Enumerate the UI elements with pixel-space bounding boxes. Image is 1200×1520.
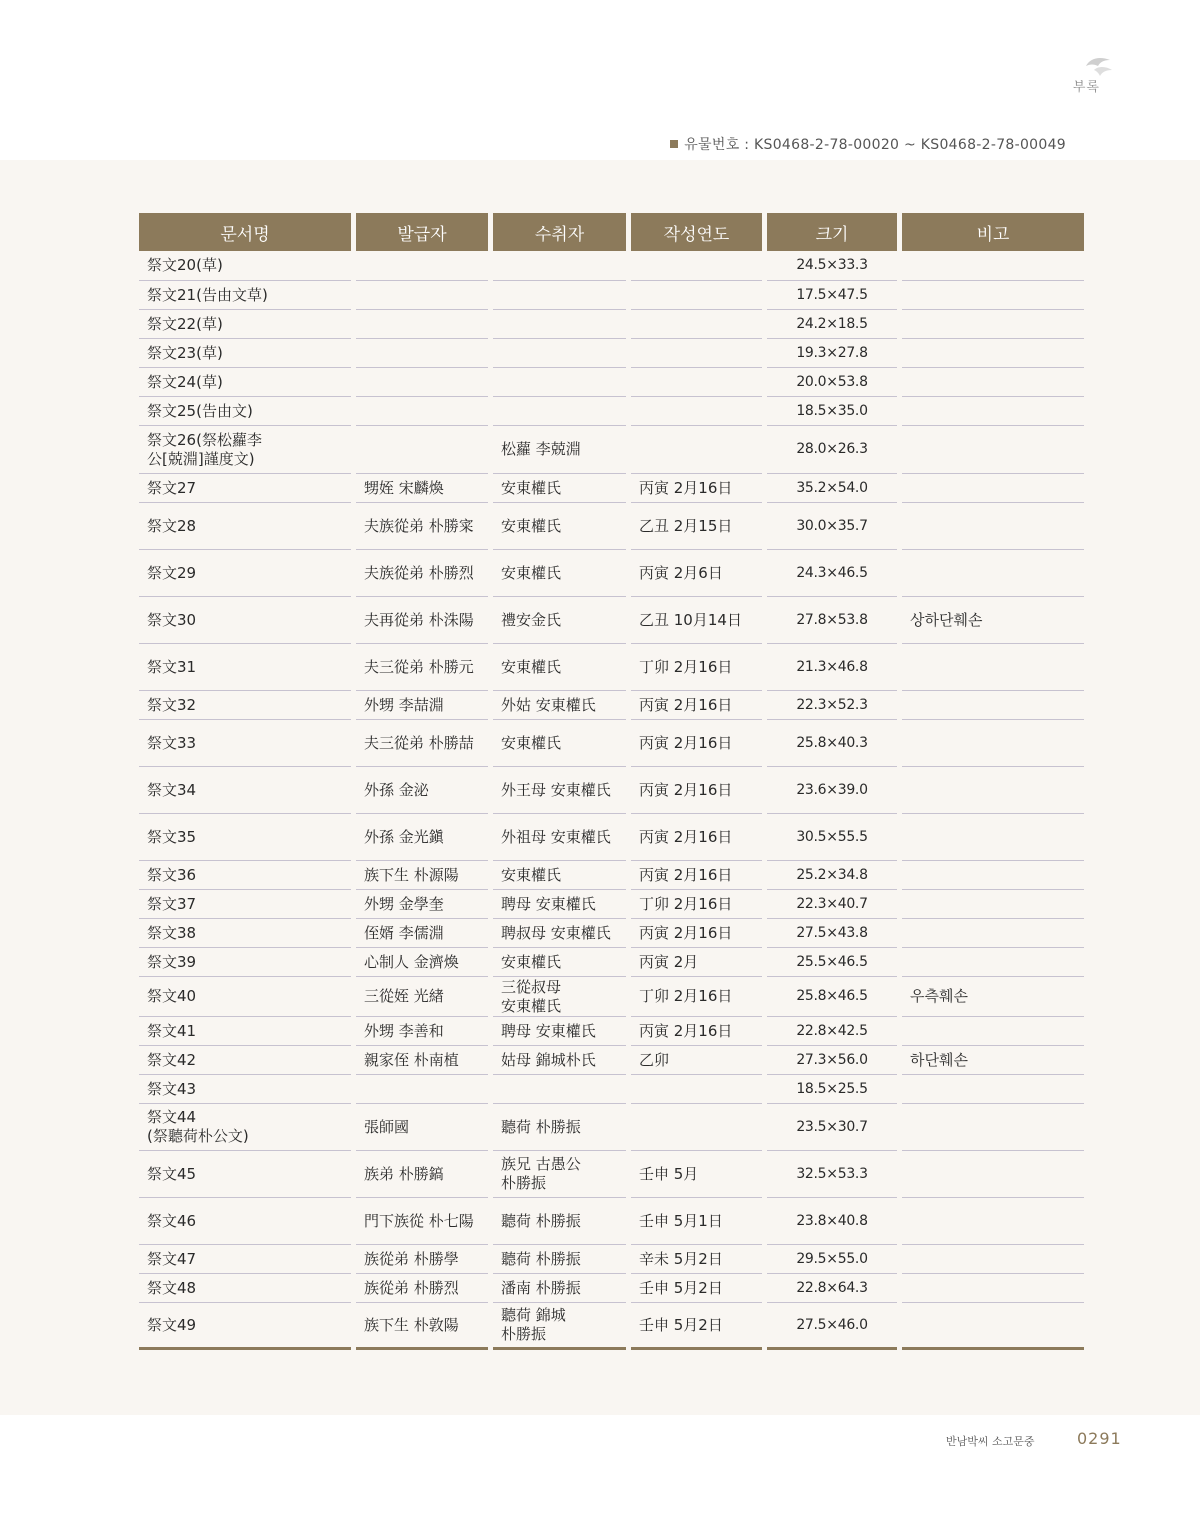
- table-row: [139, 474, 1084, 503]
- cell-size: 24.2×18.5: [767, 310, 897, 339]
- cell-issuer: 外甥 李善和: [356, 1017, 488, 1046]
- cell-date: 壬申 5月2日: [631, 1274, 762, 1303]
- cell-note: [902, 339, 1084, 368]
- cell-note: [902, 397, 1084, 426]
- cell-date: 丙寅 2月16日: [631, 814, 762, 861]
- cell-name: 祭文48: [139, 1274, 351, 1303]
- cell-issuer: [356, 251, 488, 281]
- cell-issuer: [356, 281, 488, 310]
- cell-name: 祭文37: [139, 890, 351, 919]
- table-row: [139, 281, 1084, 310]
- cell-size: 24.3×46.5: [767, 550, 897, 597]
- cell-recipient: [493, 281, 626, 310]
- cell-recipient: [493, 368, 626, 397]
- cell-size: 25.8×46.5: [767, 977, 897, 1017]
- cell-size: 23.5×30.7: [767, 1104, 897, 1151]
- cell-size: 32.5×53.3: [767, 1151, 897, 1198]
- cell-name: 祭文45: [139, 1151, 351, 1198]
- cell-issuer: 張師國: [356, 1104, 488, 1151]
- cell-name: 祭文36: [139, 861, 351, 890]
- cell-name: 祭文20(草): [139, 251, 351, 281]
- table-row: [139, 1198, 1084, 1245]
- cell-date: 乙卯: [631, 1046, 762, 1075]
- cell-date: [631, 426, 762, 474]
- cell-note: [902, 1104, 1084, 1151]
- cell-date: 丁卯 2月16日: [631, 890, 762, 919]
- cell-size: 35.2×54.0: [767, 474, 897, 503]
- cell-recipient: 松蘿 李兢淵: [493, 426, 626, 474]
- cell-date: 丙寅 2月16日: [631, 474, 762, 503]
- cell-size: 21.3×46.8: [767, 644, 897, 691]
- cell-issuer: 族下生 朴源陽: [356, 861, 488, 890]
- cell-date: 辛未 5月2日: [631, 1245, 762, 1274]
- cell-issuer: [356, 339, 488, 368]
- table-row: [139, 977, 1084, 1017]
- cell-size: 22.8×64.3: [767, 1274, 897, 1303]
- table-row: [139, 251, 1084, 281]
- cell-recipient: [493, 339, 626, 368]
- cell-recipient: 安東權氏: [493, 644, 626, 691]
- cell-note: [902, 720, 1084, 767]
- cell-name: 祭文38: [139, 919, 351, 948]
- table-row: [139, 1046, 1084, 1075]
- cell-issuer: 三從姪 光緖: [356, 977, 488, 1017]
- cell-date: 丙寅 2月16日: [631, 1017, 762, 1046]
- table-row: [139, 861, 1084, 890]
- page-bottom-area: [0, 1415, 1200, 1520]
- relic-number-text: 유물번호 : KS0468-2-78-00020 ~ KS0468-2-78-00049: [684, 137, 1066, 153]
- cell-date: 丙寅 2月6日: [631, 550, 762, 597]
- cell-recipient: 外祖母 安東權氏: [493, 814, 626, 861]
- cell-issuer: 夫三從弟 朴勝元: [356, 644, 488, 691]
- cell-size: 22.3×40.7: [767, 890, 897, 919]
- cell-issuer: 夫三從弟 朴勝喆: [356, 720, 488, 767]
- cell-issuer: 門下族從 朴七陽: [356, 1198, 488, 1245]
- cell-note: [902, 1017, 1084, 1046]
- table-row: [139, 1303, 1084, 1350]
- cell-date: [631, 251, 762, 281]
- cell-size: 22.3×52.3: [767, 691, 897, 720]
- cell-size: 27.8×53.8: [767, 597, 897, 644]
- cell-size: 30.0×35.7: [767, 503, 897, 550]
- cell-size: 22.8×42.5: [767, 1017, 897, 1046]
- cell-date: 壬申 5月2日: [631, 1303, 762, 1350]
- cell-recipient: 聽荷 錦城 朴勝振: [493, 1303, 626, 1350]
- cell-note: [902, 1151, 1084, 1198]
- cell-recipient: 外王母 安東權氏: [493, 767, 626, 814]
- cell-note: [902, 861, 1084, 890]
- cell-date: 丙寅 2月16日: [631, 861, 762, 890]
- cell-note: [902, 691, 1084, 720]
- cell-name: 祭文26(祭松蘿李 公[兢淵]謹度文): [139, 426, 351, 474]
- cell-date: 丙寅 2月: [631, 948, 762, 977]
- cell-size: 25.5×46.5: [767, 948, 897, 977]
- cell-issuer: [356, 426, 488, 474]
- cell-date: 丁卯 2月16日: [631, 977, 762, 1017]
- cell-recipient: 族兄 古愚公 朴勝振: [493, 1151, 626, 1198]
- cell-name: 祭文27: [139, 474, 351, 503]
- cell-recipient: [493, 1075, 626, 1104]
- cell-note: [902, 948, 1084, 977]
- cell-name: 祭文43: [139, 1075, 351, 1104]
- cell-recipient: 安東權氏: [493, 503, 626, 550]
- cell-date: [631, 281, 762, 310]
- cell-name: 祭文25(告由文): [139, 397, 351, 426]
- cell-date: 丙寅 2月16日: [631, 767, 762, 814]
- cell-date: 丙寅 2月16日: [631, 919, 762, 948]
- cell-issuer: 族從弟 朴勝學: [356, 1245, 488, 1274]
- table-row: [139, 1151, 1084, 1198]
- cell-note: [902, 644, 1084, 691]
- cell-name: 祭文47: [139, 1245, 351, 1274]
- table-row: [139, 426, 1084, 474]
- cell-issuer: 外甥 李喆淵: [356, 691, 488, 720]
- cell-issuer: 外孫 金泌: [356, 767, 488, 814]
- cell-name: 祭文28: [139, 503, 351, 550]
- table-row: [139, 597, 1084, 644]
- cell-note: [902, 890, 1084, 919]
- cell-issuer: 族弟 朴勝鎬: [356, 1151, 488, 1198]
- cell-recipient: 聽荷 朴勝振: [493, 1104, 626, 1151]
- cell-note: [902, 426, 1084, 474]
- cell-name: 祭文22(草): [139, 310, 351, 339]
- cell-name: 祭文21(告由文草): [139, 281, 351, 310]
- cell-name: 祭文42: [139, 1046, 351, 1075]
- cell-note: [902, 550, 1084, 597]
- cell-name: 祭文30: [139, 597, 351, 644]
- cell-recipient: 潘南 朴勝振: [493, 1274, 626, 1303]
- cell-name: 祭文29: [139, 550, 351, 597]
- cell-date: [631, 339, 762, 368]
- cell-recipient: [493, 310, 626, 339]
- cell-note: [902, 1075, 1084, 1104]
- cell-date: [631, 397, 762, 426]
- column-header-recipient: 수취자: [493, 213, 626, 251]
- cell-recipient: 聘叔母 安東權氏: [493, 919, 626, 948]
- cell-note: [902, 368, 1084, 397]
- cell-size: 18.5×25.5: [767, 1075, 897, 1104]
- cell-note: [902, 310, 1084, 339]
- cell-name: 祭文23(草): [139, 339, 351, 368]
- cell-size: 25.8×40.3: [767, 720, 897, 767]
- cell-note: 상하단훼손: [902, 597, 1084, 644]
- cell-recipient: 安東權氏: [493, 861, 626, 890]
- table-row: [139, 919, 1084, 948]
- cell-size: 19.3×27.8: [767, 339, 897, 368]
- cell-name: 祭文31: [139, 644, 351, 691]
- cell-issuer: 族從弟 朴勝烈: [356, 1274, 488, 1303]
- cell-note: [902, 281, 1084, 310]
- cell-date: 乙丑 2月15日: [631, 503, 762, 550]
- cell-note: [902, 1274, 1084, 1303]
- column-header-size: 크기: [767, 213, 897, 251]
- table-row: [139, 767, 1084, 814]
- cell-issuer: 心制人 金濟煥: [356, 948, 488, 977]
- table-row: [139, 890, 1084, 919]
- cell-issuer: [356, 397, 488, 426]
- cell-note: [902, 1245, 1084, 1274]
- column-header-name: 문서명: [139, 213, 351, 251]
- cell-issuer: 夫族從弟 朴勝烈: [356, 550, 488, 597]
- cell-recipient: 安東權氏: [493, 474, 626, 503]
- cell-note: [902, 1303, 1084, 1350]
- cell-issuer: [356, 368, 488, 397]
- cell-name: 祭文32: [139, 691, 351, 720]
- cell-issuer: 夫族從弟 朴勝寀: [356, 503, 488, 550]
- table-row: [139, 720, 1084, 767]
- cell-size: 23.8×40.8: [767, 1198, 897, 1245]
- cell-note: [902, 1198, 1084, 1245]
- cell-note: [902, 474, 1084, 503]
- table-row: [139, 1245, 1084, 1274]
- table-row: [139, 1017, 1084, 1046]
- table-row: [139, 691, 1084, 720]
- cell-issuer: 侄婿 李儒淵: [356, 919, 488, 948]
- cell-size: 25.2×34.8: [767, 861, 897, 890]
- cell-size: 27.5×46.0: [767, 1303, 897, 1350]
- table-row: [139, 948, 1084, 977]
- cell-name: 祭文49: [139, 1303, 351, 1350]
- cell-date: 丙寅 2月16日: [631, 691, 762, 720]
- cell-recipient: 安東權氏: [493, 720, 626, 767]
- section-label: 부록: [1072, 80, 1100, 95]
- cell-date: 壬申 5月1日: [631, 1198, 762, 1245]
- table-row: [139, 339, 1084, 368]
- cell-note: [902, 767, 1084, 814]
- cell-recipient: 安東權氏: [493, 948, 626, 977]
- table-body: [139, 251, 1084, 1350]
- cell-issuer: 族下生 朴敦陽: [356, 1303, 488, 1350]
- cell-size: 30.5×55.5: [767, 814, 897, 861]
- cell-recipient: [493, 251, 626, 281]
- cell-recipient: 三從叔母 安東權氏: [493, 977, 626, 1017]
- table-row: [139, 550, 1084, 597]
- cell-note: [902, 814, 1084, 861]
- table-header-row: [139, 213, 1084, 251]
- cell-recipient: 外姑 安東權氏: [493, 691, 626, 720]
- cell-issuer: 親家侄 朴南植: [356, 1046, 488, 1075]
- cell-issuer: [356, 1075, 488, 1104]
- cell-size: 29.5×55.0: [767, 1245, 897, 1274]
- table-row: [139, 1274, 1084, 1303]
- cell-issuer: 甥姪 宋麟煥: [356, 474, 488, 503]
- footer-book-title: 반남박씨 소고문중: [946, 1435, 1035, 1448]
- cell-issuer: 外甥 金學奎: [356, 890, 488, 919]
- cell-note: [902, 503, 1084, 550]
- cell-name: 祭文34: [139, 767, 351, 814]
- cell-recipient: 禮安金氏: [493, 597, 626, 644]
- cell-recipient: 姑母 錦城朴氏: [493, 1046, 626, 1075]
- cell-recipient: 聽荷 朴勝振: [493, 1245, 626, 1274]
- cell-name: 祭文33: [139, 720, 351, 767]
- column-header-note: 비고: [902, 213, 1084, 251]
- table-row: [139, 397, 1084, 426]
- cell-date: 丙寅 2月16日: [631, 720, 762, 767]
- cell-date: [631, 368, 762, 397]
- footer-page-number: 0291: [1077, 1429, 1122, 1448]
- cell-name: 祭文39: [139, 948, 351, 977]
- cell-date: 壬申 5月: [631, 1151, 762, 1198]
- cell-recipient: 聽荷 朴勝振: [493, 1198, 626, 1245]
- cell-date: [631, 1104, 762, 1151]
- table-row: [139, 503, 1084, 550]
- cell-note: 하단훼손: [902, 1046, 1084, 1075]
- table-row: [139, 1104, 1084, 1151]
- cell-name: 祭文24(草): [139, 368, 351, 397]
- cell-size: 17.5×47.5: [767, 281, 897, 310]
- cell-issuer: 夫再從弟 朴洙陽: [356, 597, 488, 644]
- table-row: [139, 814, 1084, 861]
- cell-name: 祭文40: [139, 977, 351, 1017]
- cell-name: 祭文35: [139, 814, 351, 861]
- cell-note: [902, 919, 1084, 948]
- cell-size: 28.0×26.3: [767, 426, 897, 474]
- table-row: [139, 644, 1084, 691]
- cell-recipient: 安東權氏: [493, 550, 626, 597]
- cell-size: 20.0×53.8: [767, 368, 897, 397]
- cell-date: 丁卯 2月16日: [631, 644, 762, 691]
- cell-issuer: 外孫 金光鎭: [356, 814, 488, 861]
- relic-number-line: [670, 134, 1066, 154]
- cell-size: 27.3×56.0: [767, 1046, 897, 1075]
- cell-recipient: [493, 397, 626, 426]
- document-table: [134, 213, 1089, 1350]
- table-row: [139, 368, 1084, 397]
- cell-size: 23.6×39.0: [767, 767, 897, 814]
- table-row: [139, 310, 1084, 339]
- cell-size: 24.5×33.3: [767, 251, 897, 281]
- column-header-date: 작성연도: [631, 213, 762, 251]
- cell-size: 18.5×35.0: [767, 397, 897, 426]
- cell-note: [902, 251, 1084, 281]
- cell-date: [631, 310, 762, 339]
- cell-date: [631, 1075, 762, 1104]
- cell-recipient: 聘母 安東權氏: [493, 890, 626, 919]
- cell-date: 乙丑 10月14日: [631, 597, 762, 644]
- cell-note: 우측훼손: [902, 977, 1084, 1017]
- cell-name: 祭文41: [139, 1017, 351, 1046]
- table-row: [139, 1075, 1084, 1104]
- cell-issuer: [356, 310, 488, 339]
- column-header-issuer: 발급자: [356, 213, 488, 251]
- cell-recipient: 聘母 安東權氏: [493, 1017, 626, 1046]
- cell-name: 祭文44 (祭聽荷朴公文): [139, 1104, 351, 1151]
- square-bullet-icon: [670, 140, 678, 148]
- cell-name: 祭文46: [139, 1198, 351, 1245]
- cell-size: 27.5×43.8: [767, 919, 897, 948]
